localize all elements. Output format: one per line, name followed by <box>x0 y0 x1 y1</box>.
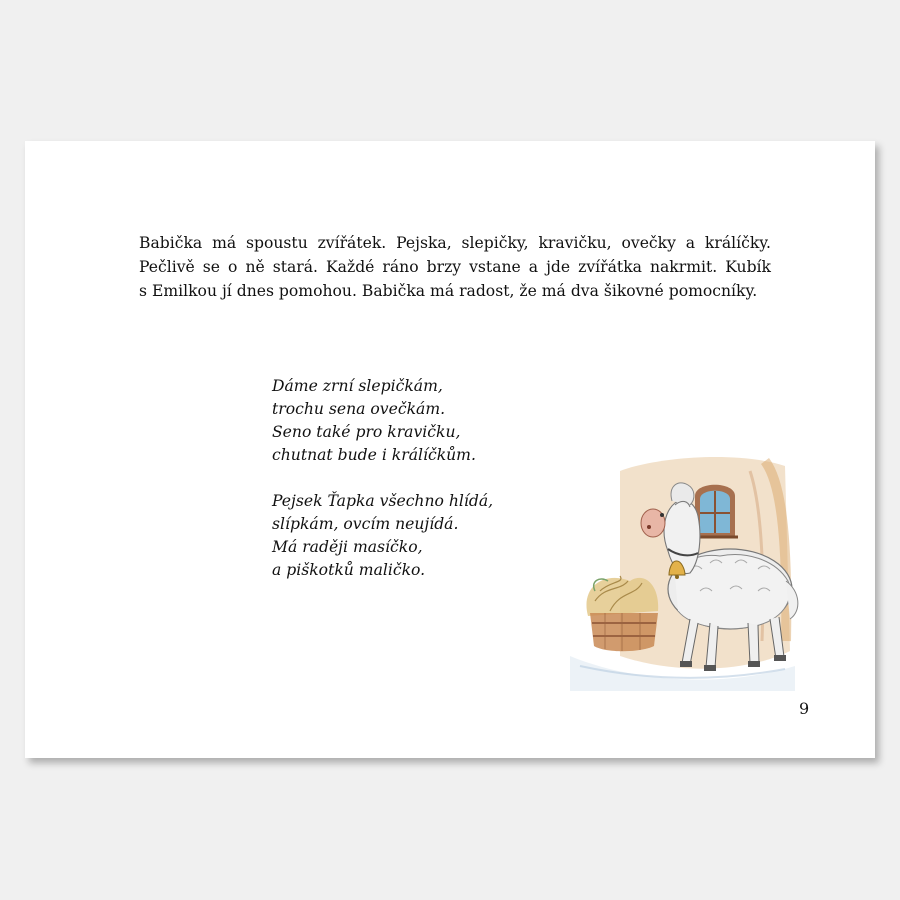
book-page <box>25 141 875 758</box>
poem-line: a piškotků maličko. <box>272 561 426 579</box>
poem-line: Seno také pro kravičku, <box>272 423 461 441</box>
poem-line: Má raději masíčko, <box>272 538 423 556</box>
poem-line: slípkám, ovcím neujídá. <box>272 515 459 533</box>
paragraph-line: Pečlivě se o ně stará. Každé ráno brzy vstane a jde zvířátka nakrmit. Kubík <box>139 258 771 276</box>
page-number: 9 <box>799 699 810 718</box>
story-paragraph <box>139 231 771 303</box>
poem-line: Pejsek Ťapka všechno hlídá, <box>272 492 494 510</box>
sheep-illustration <box>550 441 805 691</box>
poem <box>272 375 493 605</box>
poem-stanza <box>272 375 493 467</box>
paragraph-line: Babička má spoustu zvířátek. Pejska, slepičky, kravičku, ovečky a králíčky. <box>139 234 771 252</box>
poem-line: Dáme zrní slepičkám, <box>272 377 443 395</box>
poem-stanza <box>272 490 493 582</box>
hay-basket-icon <box>586 576 658 651</box>
poem-line: trochu sena ovečkám. <box>272 400 446 418</box>
poem-line: chutnat bude i králíčkům. <box>272 446 476 464</box>
paragraph-line: s Emilkou jí dnes pomohou. Babička má radost, že má dva šikovné pomocníky. <box>139 282 758 300</box>
